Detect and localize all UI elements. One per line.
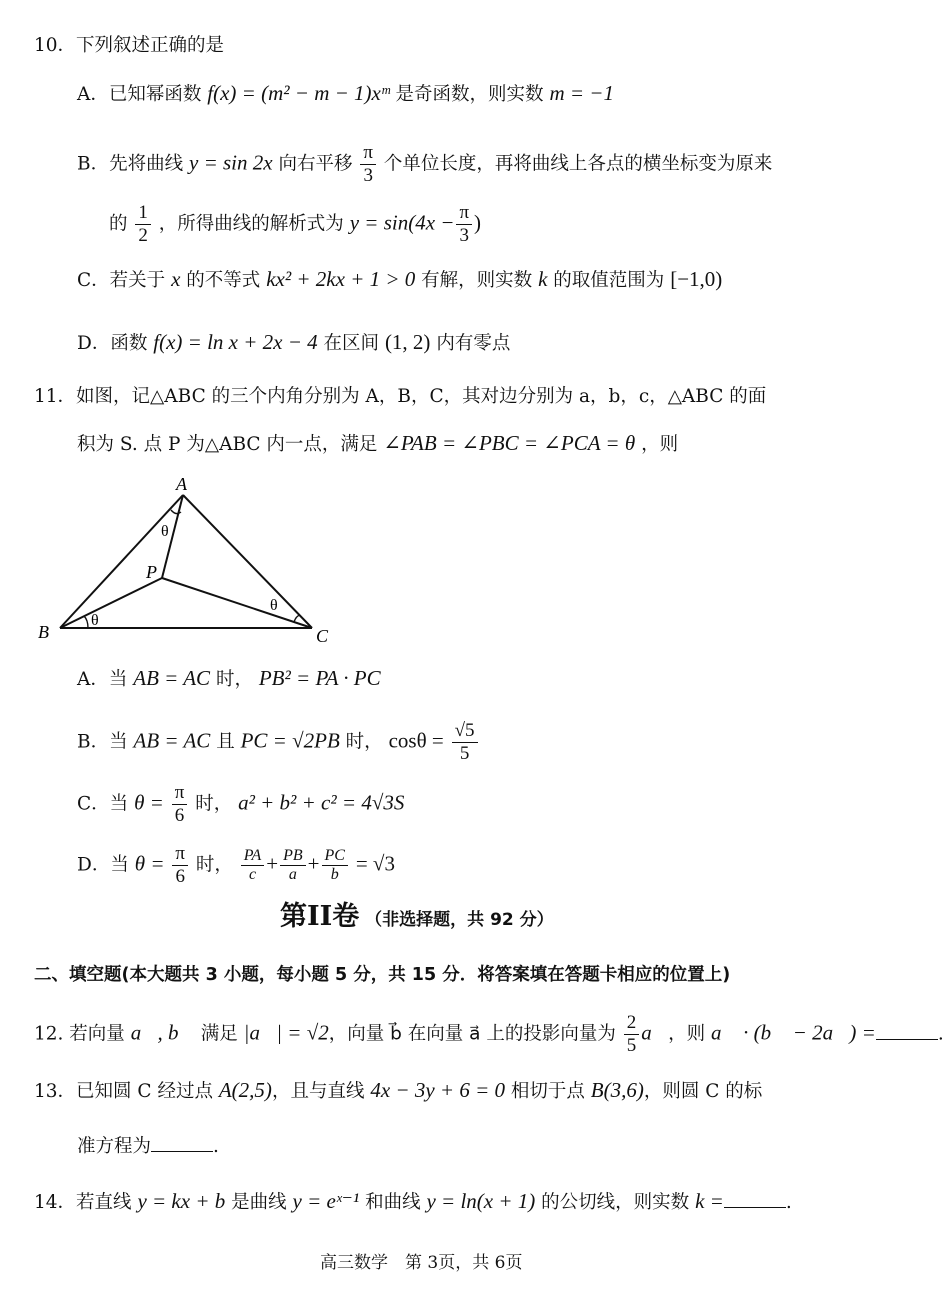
q10-option-b-line2: 的 $\frac{1}{2}$ ，所得曲线的解析式为 y = sin(4x − $\frac{\pi}{3}$ ) bbox=[109, 202, 482, 246]
label-a: A bbox=[176, 474, 187, 494]
segment-pb bbox=[60, 578, 162, 628]
q13-answer-blank[interactable] bbox=[151, 1133, 213, 1152]
angle-arc-b bbox=[84, 616, 88, 628]
label-c: C bbox=[316, 626, 329, 646]
q11-stem-line2: 积为 S. 点 P 为△ABC 内一点，满足 ∠PAB = ∠PBC = ∠PCA = θ ，则 bbox=[77, 431, 679, 455]
q11-stem-line1: 11．如图，记△ABC 的三个内角分别为 A，B，C，其对边分别为 a，b，c，△ABC 的面 bbox=[34, 386, 767, 407]
q10-option-a: A．已知幂函数 f(x) = (m² − m − 1)xᵐ 是奇函数，则实数 m = −1 bbox=[77, 81, 614, 105]
q10-option-c: C．若关于 x 的不等式 kx² + 2kx + 1 > 0 有解，则实数 k 的取值范围为 [−1,0) bbox=[77, 267, 723, 291]
section2-heading: 二、填空题(本大题共 3 小题，每小题 5 分，共 15 分．将答案填在答题卡相应的位置上) bbox=[34, 965, 731, 985]
q13-line1: 13．已知圆 C 经过点 A(2,5)，且与直线 4x − 3y + 6 = 0 相切于点 B(3,6)，则圆 C 的标 bbox=[34, 1078, 763, 1102]
q11-option-c: C．当 θ = $\frac{\pi}{6}$ 时， a² + b² + c² = 4√3S bbox=[77, 782, 405, 826]
angle-arc-c bbox=[294, 615, 300, 622]
q12: 12. 若向量 a⃗, b⃗ 满足 |a⃗| = √2，向量 b⃗ 在向量 a⃗ 上的投影向量为 $\frac{2}{5}$ a⃗，则 a⃗ · (b⃗ − 2a⃗) = . bbox=[34, 1012, 944, 1056]
q11-option-d: D．当 θ = $\frac{\pi}{6}$ 时， $\frac{PA}{c}$ + $\frac{PB}{a}$ + $\frac{PC}{b}$ = √3 bbox=[77, 843, 395, 887]
q12-answer-blank[interactable] bbox=[876, 1021, 938, 1040]
theta-at-a: θ bbox=[161, 523, 169, 540]
q13-line2: 准方程为 . bbox=[77, 1133, 219, 1160]
q14: 14．若直线 y = kx + b 是曲线 y = eˣ⁻¹ 和曲线 y = ln(x + 1) 的公切线，则实数 k = . bbox=[34, 1189, 792, 1213]
part2-heading: 第II卷 （非选择题，共 92 分） bbox=[280, 901, 554, 932]
label-b: B bbox=[38, 622, 49, 642]
theta-at-b: θ bbox=[91, 612, 99, 629]
triangle-figure bbox=[30, 470, 340, 650]
side-ac bbox=[183, 495, 312, 628]
segment-pc bbox=[162, 578, 312, 628]
theta-at-c: θ bbox=[270, 597, 278, 614]
q10-option-d: D．函数 f(x) = ln x + 2x − 4 在区间 (1, 2) 内有零点 bbox=[77, 330, 511, 354]
q10-option-b: B．先将曲线 y = sin 2x 向右平移 $\frac{\pi}{3}$ 个单位长度，再将曲线上各点的横坐标变为原来 bbox=[77, 142, 773, 186]
q10-stem: 10．下列叙述正确的是 bbox=[34, 35, 225, 56]
page-footer: 高三数学 第 3页，共 6页 bbox=[320, 1253, 523, 1273]
label-p: P bbox=[146, 562, 157, 582]
q11-option-b: B．当 AB = AC 且 PC = √2PB 时， cosθ = $\frac{√5}{5}$ bbox=[77, 720, 480, 765]
q11-option-a: A．当 AB = AC 时， PB² = PA · PC bbox=[77, 666, 381, 690]
q14-answer-blank[interactable] bbox=[724, 1189, 786, 1208]
side-ab bbox=[60, 495, 183, 628]
